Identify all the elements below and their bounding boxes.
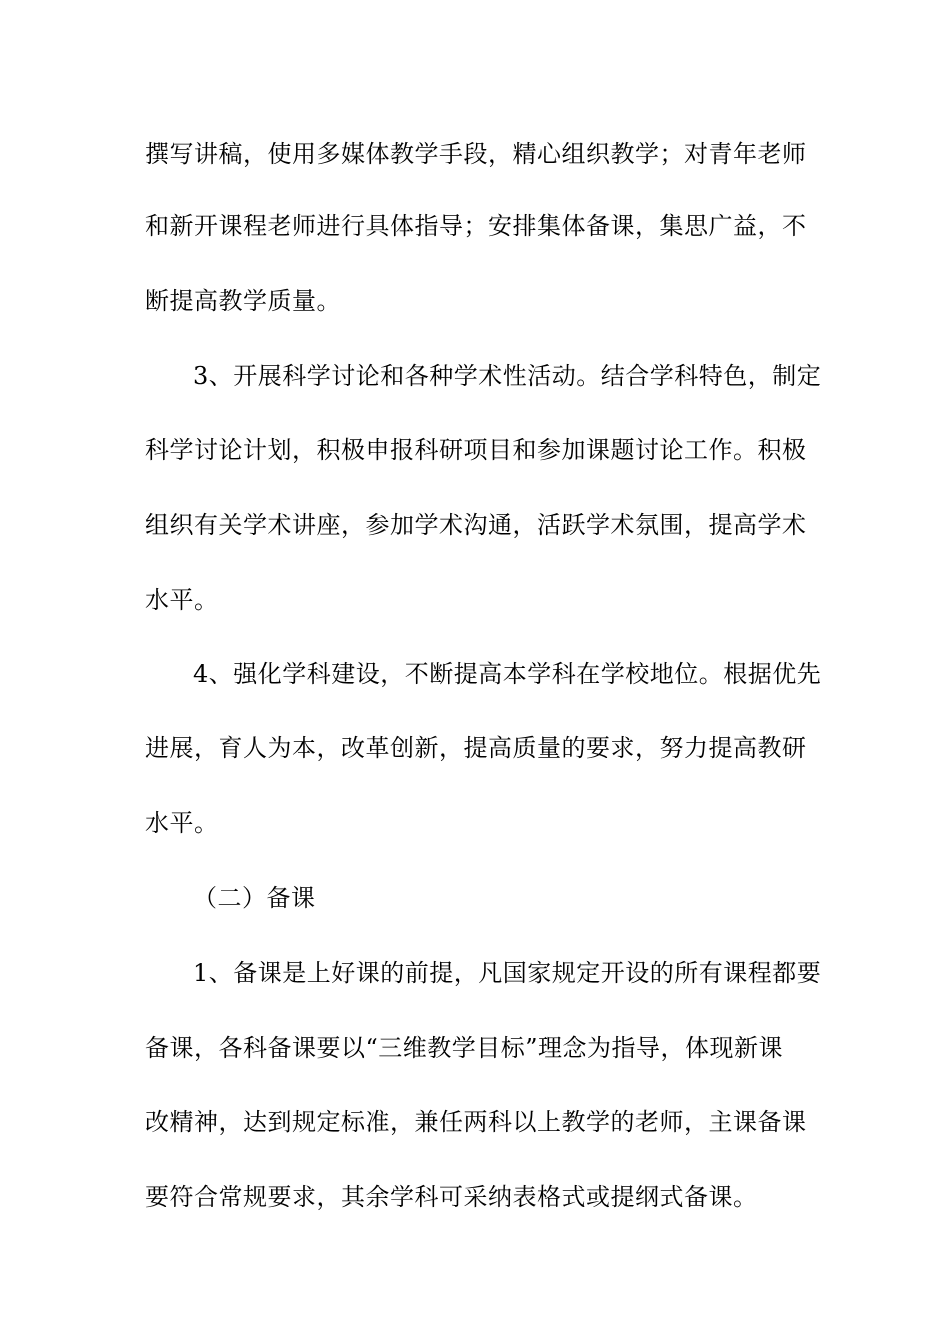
text-line: 3、开展科学讨论和各种学术性活动。结合学科特色，制定	[193, 362, 822, 390]
text-line: 组织有关学术讲座，参加学术沟通，活跃学术氛围，提高学术	[145, 511, 807, 539]
text-line: 1、备课是上好课的前提，凡国家规定开设的所有课程都要	[193, 959, 822, 987]
text-line: 科学讨论计划，积极申报科研项目和参加课题讨论工作。积极	[145, 436, 807, 464]
text-line: 和新开课程老师进行具体指导；安排集体备课，集思广益，不	[145, 212, 807, 240]
text-line: 4、强化学科建设，不断提高本学科在学校地位。根据优先	[193, 660, 822, 688]
text-line: 断提高教学质量。	[145, 287, 341, 315]
text-line: 备课，各科备课要以“三维教学目标”理念为指导，体现新课	[145, 1034, 784, 1062]
text-line: 要符合常规要求，其余学科可采纳表格式或提纲式备课。	[145, 1183, 758, 1211]
section-heading: （二）备课	[193, 884, 316, 912]
text-line: 水平。	[145, 809, 219, 837]
text-line: 撰写讲稿，使用多媒体教学手段，精心组织教学；对青年老师	[145, 140, 807, 168]
text-line: 改精神，达到规定标准，兼任两科以上教学的老师，主课备课	[145, 1108, 807, 1136]
text-line: 进展，育人为本，改革创新，提高质量的要求，努力提高教研	[145, 734, 807, 762]
text-line: 水平。	[145, 586, 219, 614]
